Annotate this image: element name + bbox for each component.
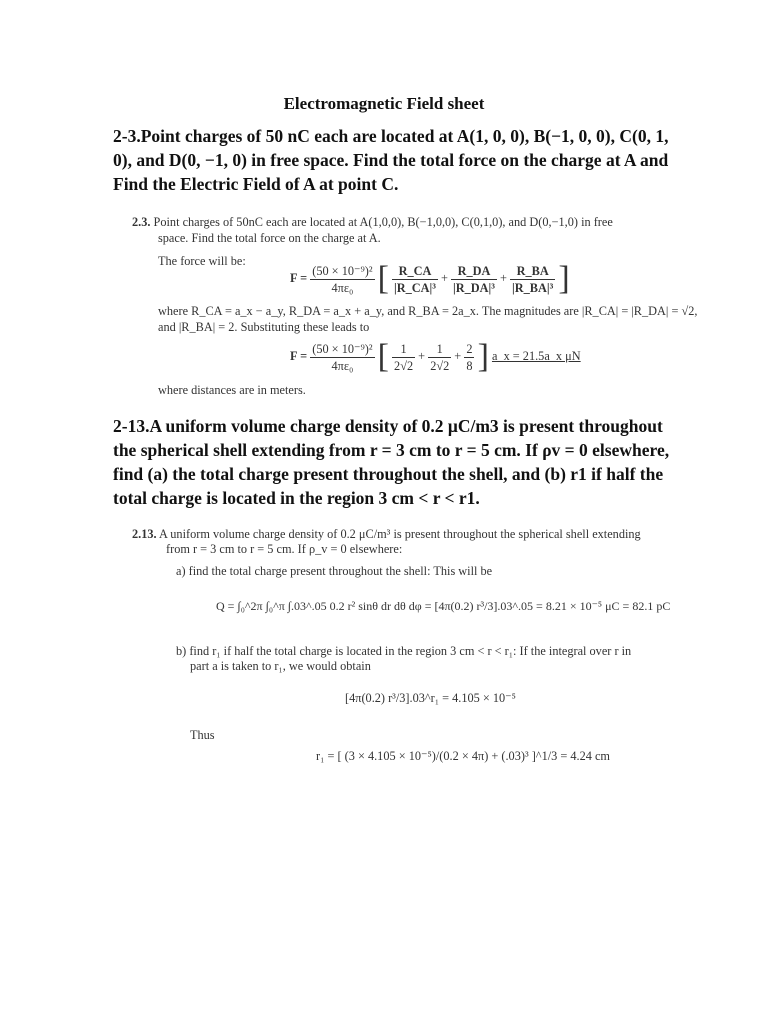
solution-force-intro: The force will be:	[158, 254, 246, 268]
solution-intro-cont: space. Find the total force on the charge at A.	[158, 231, 381, 245]
equation-total-charge: Q = ∫₀^2π ∫₀^π ∫.03^.05 0.2 r² sinθ dr dθ dφ = [4π(0.2) r³/3].03^.05 = 8.21 × 10⁻⁵ μC = 82.1 pC	[216, 599, 671, 613]
solution-number: 2.13.	[132, 527, 157, 541]
solution-intro-cont: from r = 3 cm to r = 5 cm. If ρ_v = 0 elsewhere:	[166, 542, 403, 556]
solution-intro: A uniform volume charge density of 0.2 μC/m³ is present throughout the spherical shell extending	[159, 527, 641, 541]
equation-half-charge: [4π(0.2) r³/3].03^r₁ = 4.105 × 10⁻⁵	[345, 691, 516, 705]
solution-where-cont: and |R_BA| = 2. Substituting these leads to	[158, 320, 370, 334]
solution-intro: Point charges of 50nC each are located at A(1,0,0), B(−1,0,0), C(0,1,0), and D(0,−1,0) in free	[153, 215, 613, 229]
question-2-13: 2-13.A uniform volume charge density of 0.2 μC/m3 is present throughout the spherical shell extending from r = 3 cm to r = 5 cm. If ρv = 0 elsewhere, find (a) the total charge present throughout the shell, and (b) r1 if half the total charge is located in the region 3 cm < r < r1.	[113, 416, 670, 508]
solution-part-b-cont: part a is taken to r₁, we would obtain	[190, 659, 371, 673]
question-2-3: 2-3.Point charges of 50 nC each are located at A(1, 0, 0), B(−1, 0, 0), C(0, 1, 0), and D(0, −1, 0) in free space. Find the total force on the charge at A and Find the Electric Field of A at point C.	[113, 126, 669, 194]
equation-force: F = $\frac{\text{(50 × 10⁻⁹)²}}{\text{4πε₀}}$ [ $\frac{R\_CA}{\text{|R\_CA|³}}$ + $\frac{R\_DA}{\text{|R\_DA|³}}$ + $\frac{R\_BA}{\text{|R\_BA|³}}$ ]	[290, 260, 570, 297]
solution-closing: where distances are in meters.	[158, 383, 306, 397]
solution-part-b: b) find r₁ if half the total charge is located in the region 3 cm < r < r₁: If the integral over r in	[176, 644, 632, 658]
solution-where: where R_CA = a_x − a_y, R_DA = a_x + a_y, and R_BA = 2a_x. The magnitudes are |R_CA| = |R_DA| = √2,	[158, 304, 698, 318]
equation-r1: r₁ = [ (3 × 4.105 × 10⁻⁵)/(0.2 × 4π) + (.03)³ ]^1/3 = 4.24 cm	[316, 749, 610, 763]
page-title: Electromagnetic Field sheet	[283, 94, 485, 113]
solution-number: 2.3.	[132, 215, 151, 229]
solution-thus: Thus	[190, 728, 215, 742]
equation-force-result: F = $\frac{\text{(50 × 10⁻⁹)²}}{\text{4πε₀}}$ [ $\frac{1}{2√2}$ + $\frac{1}{2√2}$ + $\frac{2}{8}$ ] a_x = 21.5a_x μN	[290, 338, 581, 375]
solution-part-a: a) find the total charge present throughout the shell: This will be	[176, 564, 493, 578]
